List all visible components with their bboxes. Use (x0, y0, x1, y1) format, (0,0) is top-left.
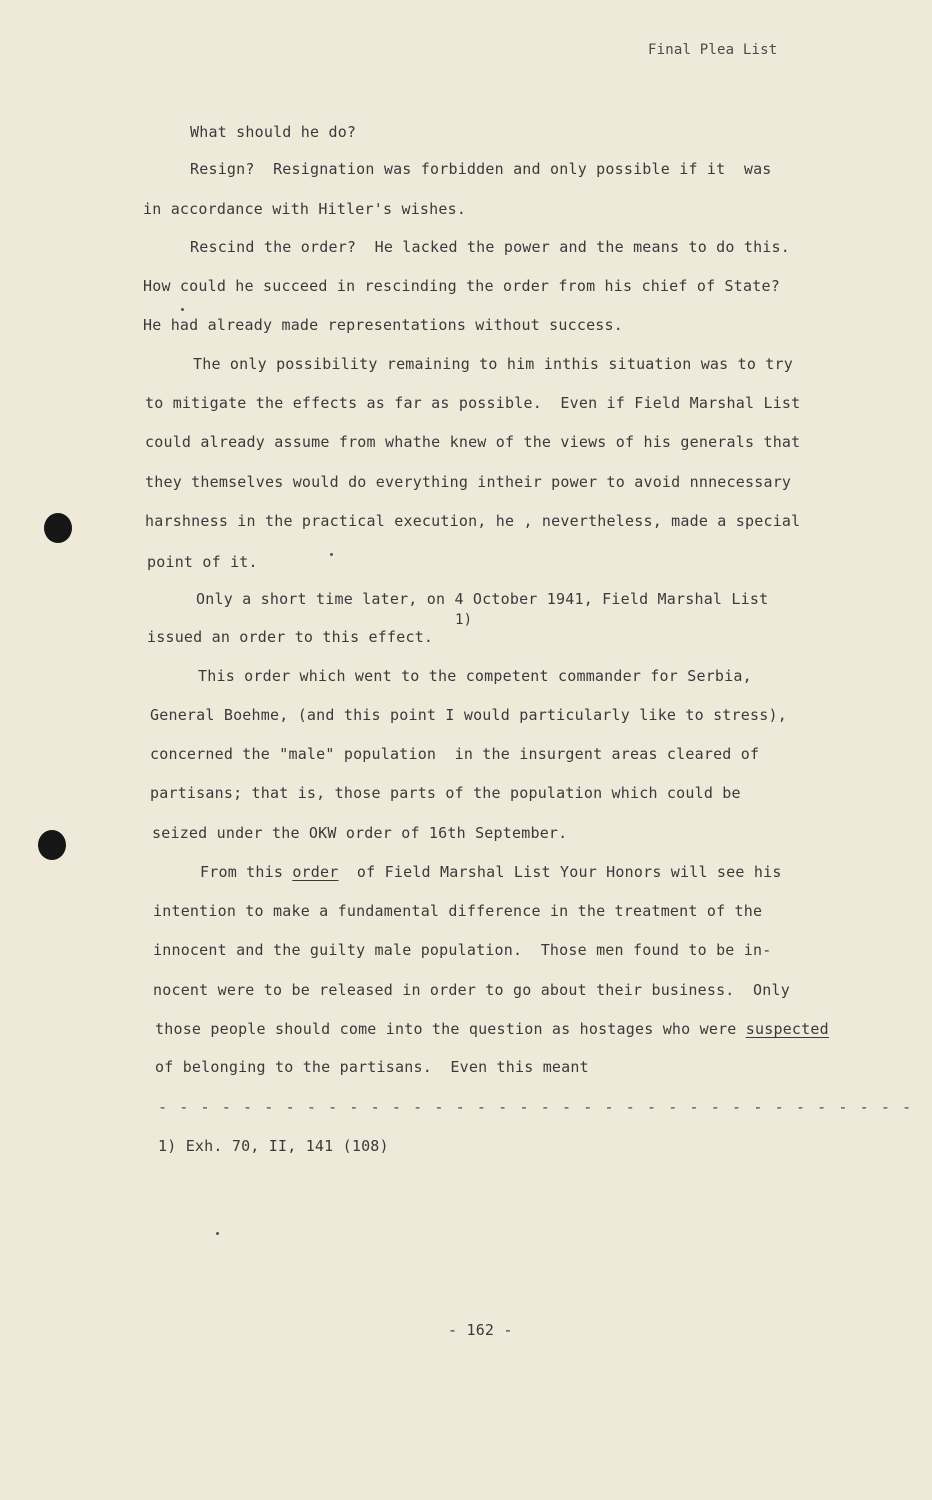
footnote-separator: - - - - - - - - - - - - - - - - - - - - - - - - - - - - - - - - - - - - (158, 1098, 913, 1116)
body-line: He had already made representations without success. (143, 316, 623, 334)
binder-hole-top (44, 513, 72, 543)
body-line: point of it. (147, 553, 258, 571)
paper-speck (216, 1232, 219, 1235)
text-segment: From this (200, 863, 293, 881)
paper-speck (181, 308, 184, 311)
body-line: innocent and the guilty male population. Those men found to be in- (153, 941, 772, 959)
body-line: What should he do? (190, 123, 357, 141)
body-line: nocent were to be released in order to go about their business. Only (153, 981, 790, 999)
body-line: could already assume from whathe knew of the views of his generals that (145, 433, 801, 451)
page-header: Final Plea List (648, 42, 778, 58)
body-line: they themselves would do everything intheir power to avoid nnnecessary (145, 473, 792, 491)
body-line: The only possibility remaining to him inthis situation was to try (193, 355, 793, 373)
paper-speck (330, 553, 333, 556)
body-line: harshness in the practical execution, he , nevertheless, made a special (145, 512, 801, 530)
body-line: Rescind the order? He lacked the power and the means to do this. (190, 238, 790, 256)
body-line-with-underline (155, 1020, 829, 1038)
body-line: of belonging to the partisans. Even this meant (155, 1058, 589, 1076)
body-line: to mitigate the effects as far as possible. Even if Field Marshal List (145, 394, 801, 412)
body-line: Resign? Resignation was forbidden and only possible if it was (190, 160, 772, 178)
text-segment: those people should come into the question as hostages who were (155, 1020, 746, 1038)
body-line: seized under the OKW order of 16th September. (152, 824, 568, 842)
underlined-word: suspected (745, 1020, 829, 1038)
page-number: - 162 - (448, 1321, 513, 1339)
footnote-marker: 1) (455, 612, 473, 628)
footnote-text: 1) Exh. 70, II, 141 (108) (158, 1137, 389, 1155)
body-line: issued an order to this effect. (147, 628, 434, 646)
body-line: How could he succeed in rescinding the order from his chief of State? (143, 277, 780, 295)
underlined-word: order (292, 863, 339, 881)
body-line: This order which went to the competent commander for Serbia, (198, 667, 752, 685)
body-line: Only a short time later, on 4 October 1941, Field Marshal List (196, 590, 769, 608)
body-line: in accordance with Hitler's wishes. (143, 200, 467, 218)
body-line: concerned the "male" population in the insurgent areas cleared of (150, 745, 760, 763)
binder-hole-bottom (38, 830, 66, 860)
body-line: partisans; that is, those parts of the population which could be (150, 784, 741, 802)
body-line: intention to make a fundamental difference in the treatment of the (153, 902, 763, 920)
body-line: General Boehme, (and this point I would particularly like to stress), (150, 706, 787, 724)
body-line-with-underline (200, 863, 782, 881)
text-segment: of Field Marshal List Your Honors will see his (338, 863, 782, 881)
